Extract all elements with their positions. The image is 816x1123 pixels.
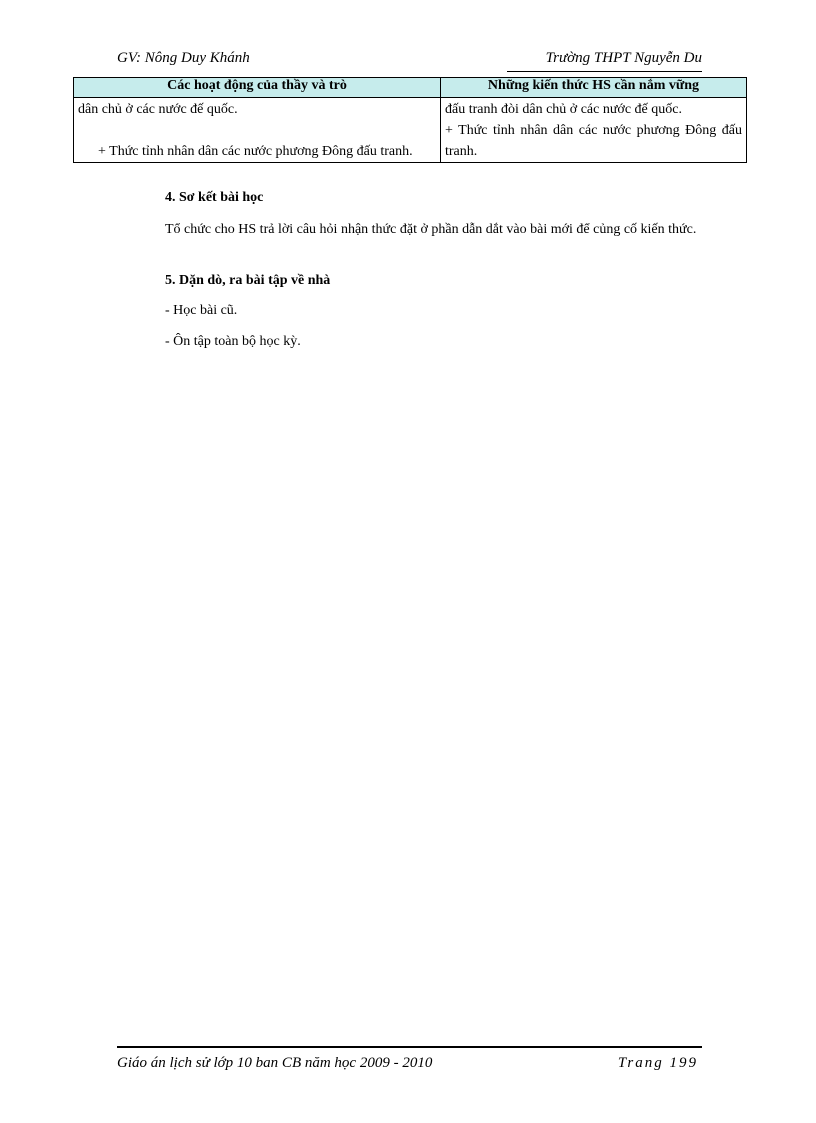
table-row bbox=[74, 98, 747, 163]
header-rule bbox=[507, 71, 702, 72]
activities-line: + Thức tỉnh nhân dân các nước phương Đông đấu tranh. bbox=[98, 144, 413, 159]
lesson-table bbox=[73, 77, 747, 163]
page-header bbox=[117, 50, 702, 72]
page-footer bbox=[117, 1046, 702, 1076]
activities-line: dân chủ ở các nước đế quốc. bbox=[78, 102, 238, 117]
homework-item: - Học bài cũ. bbox=[165, 303, 238, 318]
section-5-title: 5. Dặn dò, ra bài tập về nhà bbox=[165, 273, 331, 288]
section-4-title: 4. Sơ kết bài học bbox=[165, 190, 264, 205]
table-header-activities: Các hoạt động của thầy và trò bbox=[74, 78, 441, 98]
header-school: Trường THPT Nguyễn Du bbox=[545, 50, 702, 66]
activities-cell bbox=[74, 98, 441, 163]
knowledge-line: đấu tranh đòi dân chủ ở các nước đế quốc. bbox=[445, 102, 682, 117]
table-header-row bbox=[74, 78, 747, 98]
table-header-knowledge: Những kiến thức HS cần nắm vững bbox=[441, 78, 747, 98]
footer-title: Giáo án lịch sử lớp 10 ban CB năm học 2009 - 2010 bbox=[117, 1055, 433, 1071]
page-number: Trang 199 bbox=[617, 1055, 698, 1071]
knowledge-cell bbox=[441, 98, 747, 163]
section-4-text: Tổ chức cho HS trả lời câu hỏi nhận thức đặt ở phần dẫn dắt vào bài mới để củng cố kiến thức. bbox=[165, 222, 697, 237]
homework-item: - Ôn tập toàn bộ học kỳ. bbox=[165, 334, 301, 349]
header-teacher: GV: Nông Duy Khánh bbox=[117, 50, 250, 66]
footer-rule bbox=[117, 1046, 702, 1048]
knowledge-line: + Thức tỉnh nhân dân các nước phương Đông đấu tranh. bbox=[445, 123, 742, 159]
